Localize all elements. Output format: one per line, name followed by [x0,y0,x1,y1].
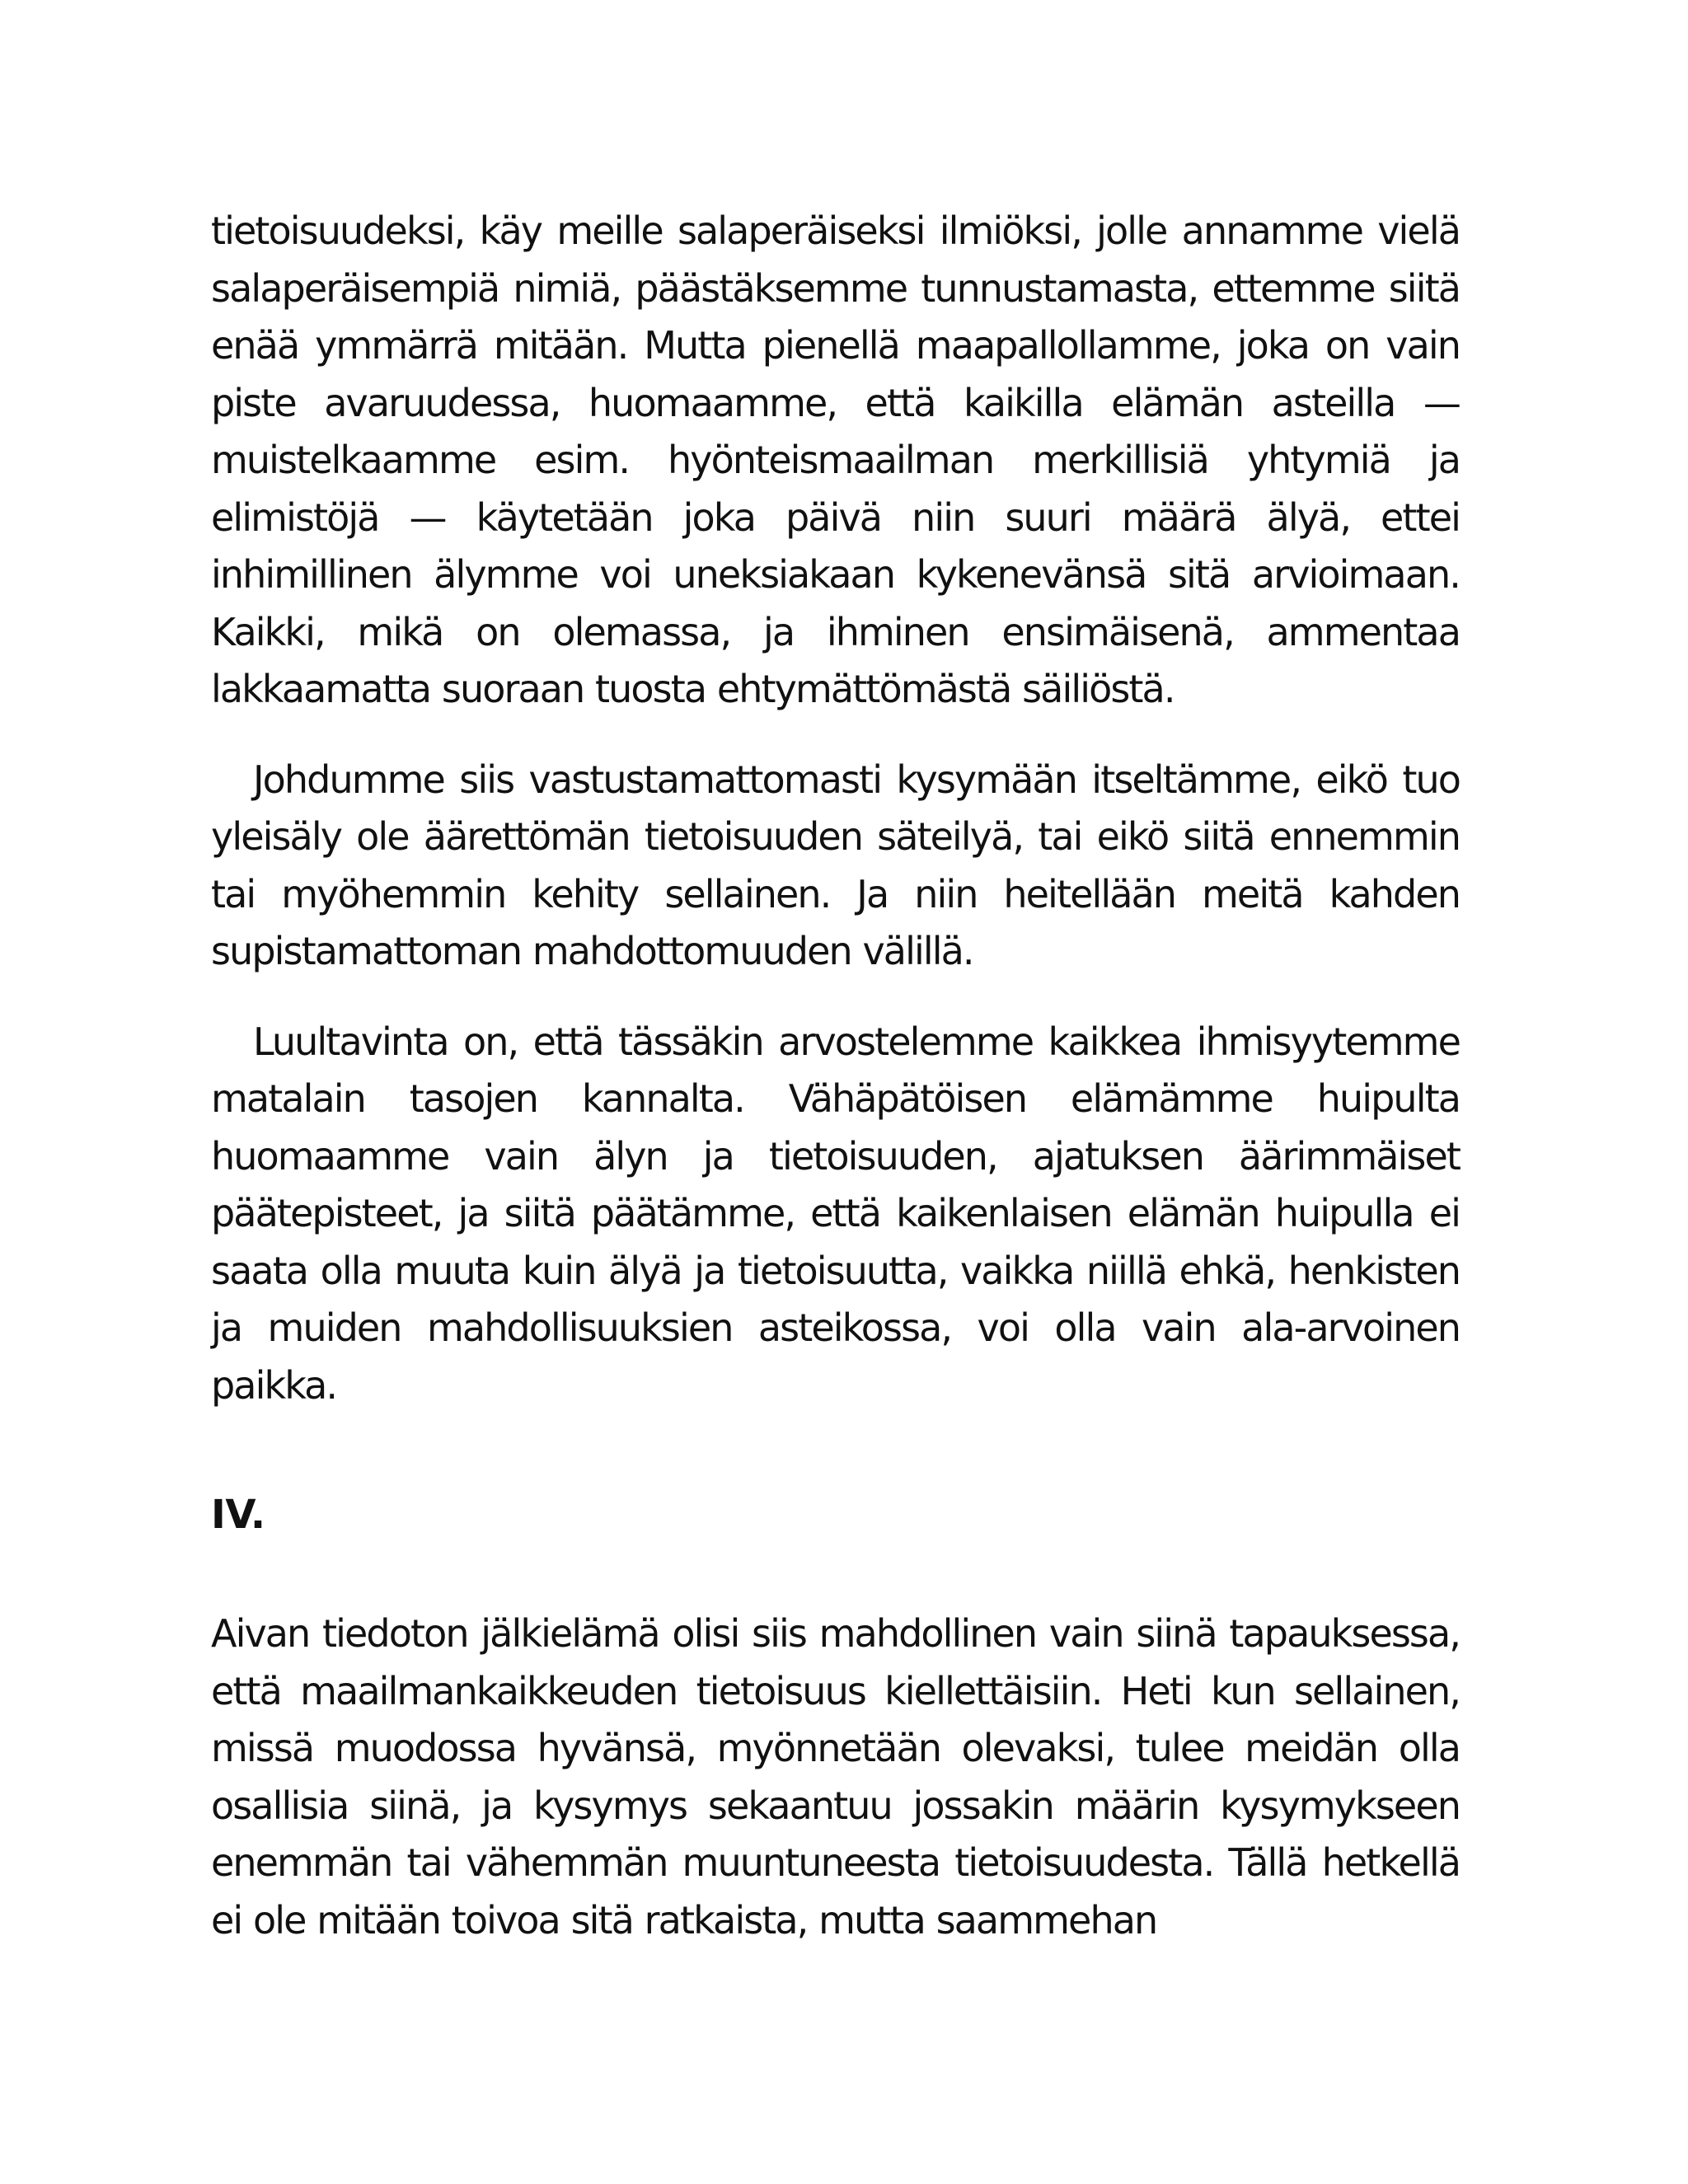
paragraph-1: tietoisuudeksi, käy meille salaperäiseksi ilmiöksi, jolle annamme vielä salaperäisempiä nimiä, päästäksemme tunnustamasta, ettemme siitä enää ymmärrä mitään. Mutta pienellä maapallollamme, joka on vain piste avaruudessa, huomaamme, että kaikilla elämän asteilla — muistelkaamme esim. hyönteismaailman merkillisiä yhtymiä ja elimistöjä — käytetään joka päivä niin suuri määrä älyä, ettei inhimillinen älymme voi uneksiakaan kykenevänsä sitä arvioimaan. Kaikki, mikä on olemassa, ja ihminen ensimäisenä, ammentaa lakkaamatta suoraan tuosta ehtymättömästä säiliöstä. [211,209,1460,711]
paragraph-2: Johdumme siis vastustamattomasti kysymään itseltämme, eikö tuo yleisäly ole äärettömän tietoisuuden säteilyä, tai eikö siitä ennemmin tai myöhemmin kehity sellainen. Ja niin heitellään meitä kahden supistamattoman mahdottomuuden välillä. [211,757,1460,973]
chapter-heading: IV. [211,1492,265,1538]
paragraph-3: Luultavinta on, että tässäkin arvostelemme kaikkea ihmisyytemme matalain tasojen kannalta. Vähäpätöisen elämämme huipulta huomaamme vain älyn ja tietoisuuden, ajatuksen äärimmäiset päätepisteet, ja siitä päätämme, että kaikenlaisen elämän huipulla ei saata olla muuta kuin älyä ja tietoisuutta, vaikka niillä ehkä, henkisten ja muiden mahdollisuuksien asteikossa, voi olla vain ala-arvoinen paikka. [211,1019,1460,1408]
chapter-paragraph: Aivan tiedoton jälkielämä olisi siis mahdollinen vain siinä tapauksessa, että maailmankaikkeuden tietoisuus kiellettäisiin. Heti kun sellainen, missä muodossa hyvänsä, myönnetään olevaksi, tulee meidän olla osallisia siinä, ja kysymys sekaantuu jossakin määrin kysymykseen enemmän tai vähemmän muuntuneesta tietoisuudesta. Tällä hetkellä ei ole mitään toivoa sitä ratkaista, mutta saammehan [211,1611,1460,1943]
document-page [211,203,1460,1949]
